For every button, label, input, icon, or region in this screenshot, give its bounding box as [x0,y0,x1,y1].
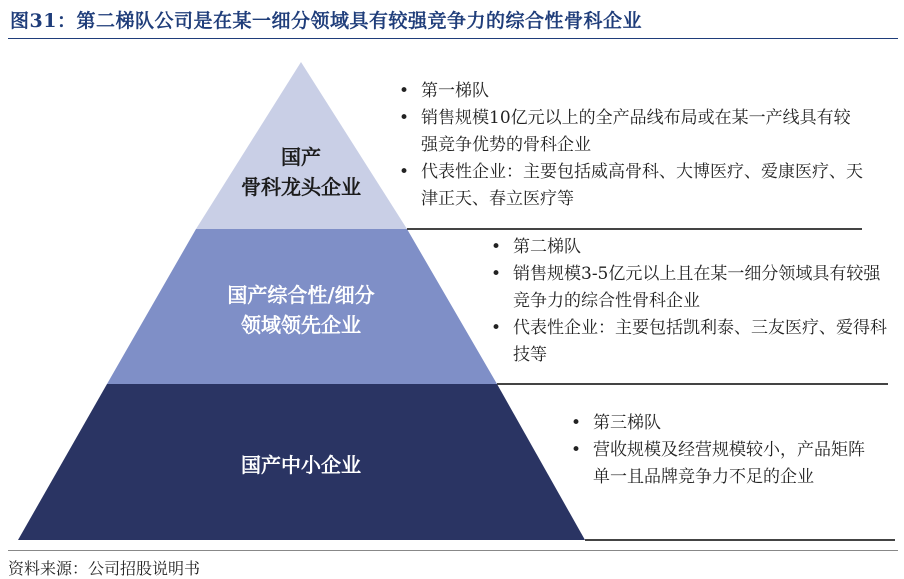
tier-1-label-line-2: 骨科龙头企业 [241,175,361,199]
tier-2-bullet: • 第二梯队 [487,234,887,261]
tier-2-label-line-2: 领域领先企业 [241,313,361,337]
tier-1-label-line-1: 国产 [281,145,321,169]
figure-title: 图31：第二梯队公司是在某一细分领域具有较强竞争力的综合性骨科企业 [10,10,642,32]
tier-2-description [487,234,887,369]
tier-2-label [170,280,432,340]
tier-3-bullet: • 第三梯队 [567,410,881,437]
tier-1-description [395,78,867,213]
tier-1-bullet: • 第一梯队 [395,78,867,105]
tier-2-label-line-1: 国产综合性/细分 [227,283,375,307]
tier-2-bullet: • 销售规模3-5亿元以上且在某一细分领域具有较强竞争力的综合性骨科企业 [487,261,887,315]
tier-1-label [200,142,402,202]
tier-2-bullet: • 代表性企业：主要包括凯利泰、三友医疗、爱得科技等 [487,315,887,369]
source-rule [8,550,898,551]
tier-1-bullet: • 销售规模10亿元以上的全产品线布局或在某一产线具有较强竞争优势的骨科企业 [395,105,867,159]
tier-1-bullet: • 代表性企业：主要包括威高骨科、大博医疗、爱康医疗、天津正天、春立医疗等 [395,159,867,213]
tier-3-label-line-1: 国产中小企业 [241,453,361,477]
tier-3-bullet: • 营收规模及经营规模较小，产品矩阵单一且品牌竞争力不足的企业 [567,437,881,491]
tier-3-label [150,450,452,480]
source-note: 资料来源：公司招股说明书 [8,559,201,578]
tier-3-description [567,410,881,491]
